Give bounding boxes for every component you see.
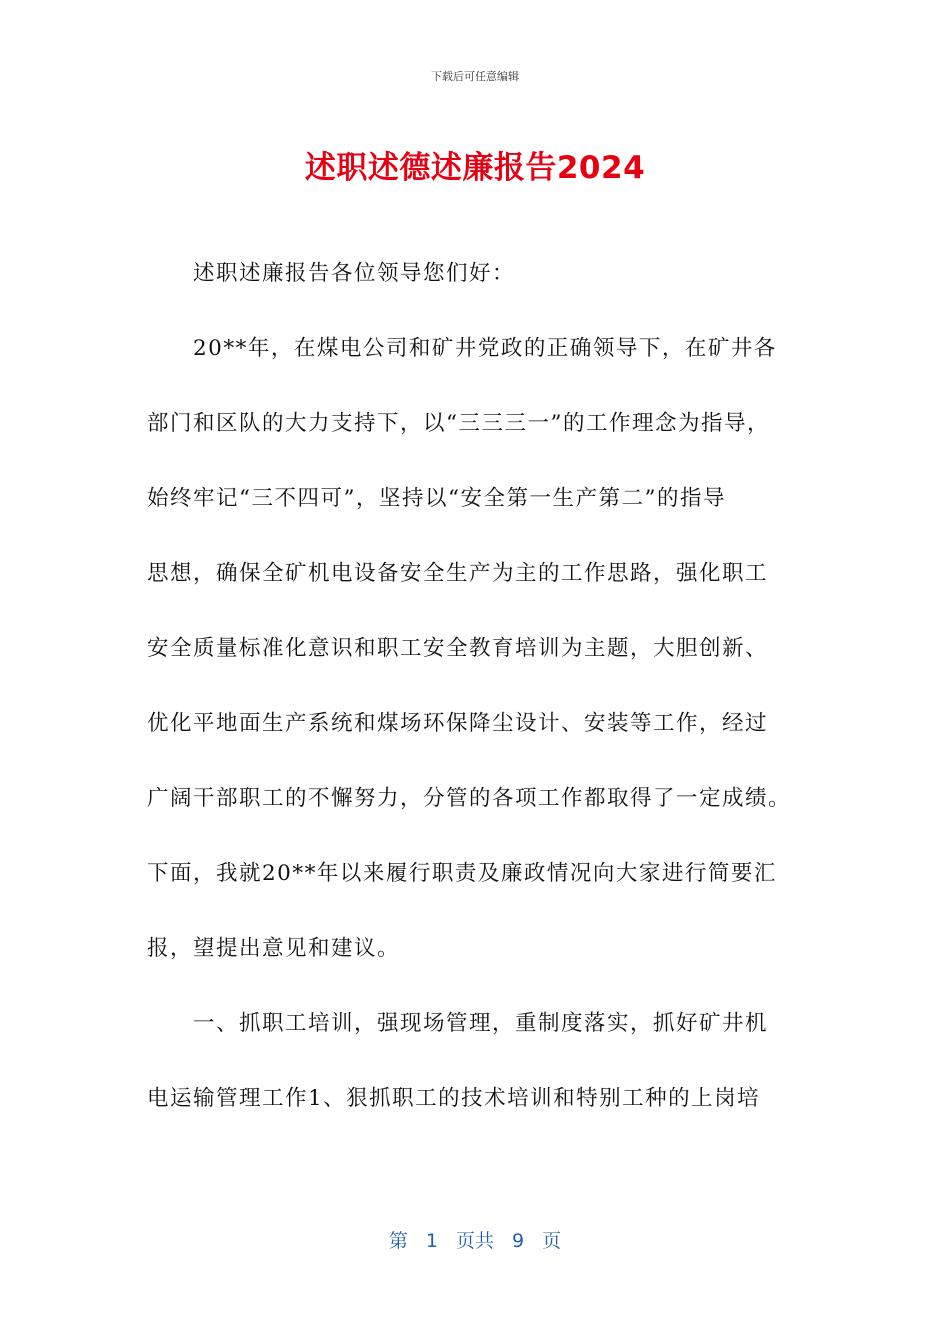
body-line: 一、抓职工培训，强现场管理，重制度落实，抓好矿井机 — [193, 1011, 769, 1036]
page-header-note: 下载后可任意编辑 — [431, 70, 519, 83]
document-title: 述职述德述廉报告2024 — [304, 150, 646, 186]
body-line: 安全质量标准化意识和职工安全教育培训为主题，大胆创新、 — [147, 636, 769, 661]
body-line: 电运输管理工作1、狠抓职工的技术培训和特别工种的上岗培 — [147, 1086, 761, 1111]
body-line: 广阔干部职工的不懈努力，分管的各项工作都取得了一定成绩。 — [147, 786, 792, 811]
body-line: 始终牢记“三不四可”，坚持以“安全第一生产第二”的指导 — [147, 486, 726, 511]
body-line: 下面，我就20**年以来履行职责及廉政情况向大家进行简要汇 — [147, 861, 777, 886]
body-line: 优化平地面生产系统和煤场环保降尘设计、安装等工作，经过 — [147, 711, 769, 736]
body-line: 报，望提出意见和建议。 — [147, 936, 401, 961]
body-line: 部门和区队的大力支持下，以“三三三一”的工作理念为指导， — [147, 411, 770, 436]
body-line: 思想，确保全矿机电设备安全生产为主的工作思路，强化职工 — [147, 561, 769, 586]
body-line: 20**年，在煤电公司和矿井党政的正确领导下，在矿井各 — [193, 336, 777, 361]
body-line: 述职述廉报告各位领导您们好： — [193, 261, 516, 286]
page-number-footer: 第 1 页共 9 页 — [388, 1230, 562, 1252]
